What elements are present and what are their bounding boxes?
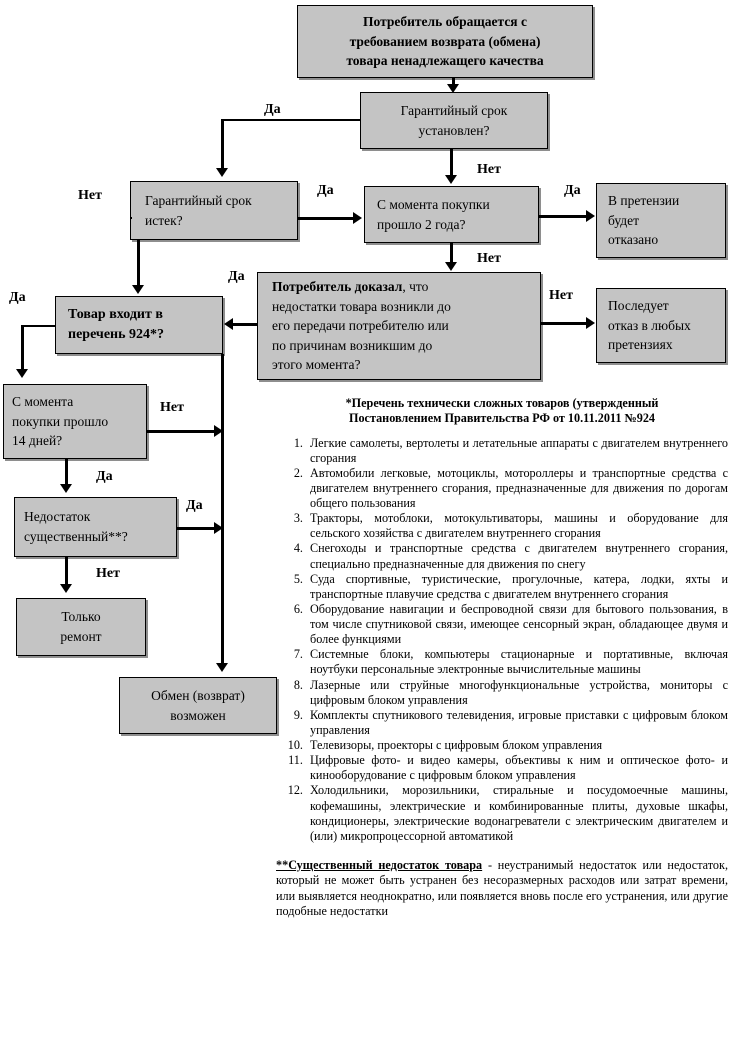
footnote-major-defect: [276, 858, 728, 920]
connector-defect-no-v: [65, 557, 68, 587]
list-item: 12. Холодильники, морозильники, стиральные и посудомоечные машины, кофемашины, электрические и комбинированные плиты, духовые шкафы, кондиционеры, электрические водонагреватели с электрическим двигателем и (или) микропроцессорной автоматикой: [306, 783, 728, 844]
node-warranty-expired-line-2: истек?: [145, 212, 183, 228]
node-consumer-proved-line-4: по причинам возникшим до: [272, 337, 433, 353]
node-claim-refused-line-1: В претензии: [608, 193, 680, 209]
edge-label-warranty-expired-yes: Да: [317, 183, 334, 198]
notes-title: [276, 396, 728, 427]
arrow-in-list-no-to-exchange: [216, 663, 228, 672]
edge-label-two-years-no: Нет: [477, 251, 501, 266]
edge-label-in-list-yes: Да: [9, 290, 26, 305]
node-exchange-possible-line-2: возможен: [170, 707, 226, 723]
footnote-lead: **Существенный недостаток товара: [276, 857, 483, 872]
node-days-14-line-2: покупки прошло: [12, 413, 109, 429]
arrow-days14-yes: [60, 484, 72, 493]
node-start-line-3: товара ненадлежащего качества: [346, 53, 544, 69]
node-in-list-924-line-2: перечень 924*?: [68, 327, 165, 342]
node-claim-refused-line-3: отказано: [608, 232, 659, 248]
node-warranty-set: [360, 92, 548, 149]
arrow-start-to-warranty-set: [447, 84, 459, 93]
connector-in-list-no-trunk: [221, 354, 224, 668]
node-two-years: [364, 186, 539, 243]
arrow-warranty-expired-no: [132, 285, 144, 294]
connector-warranty-expired-no-h: [131, 217, 132, 219]
arrow-two-years-no: [445, 262, 457, 271]
notes-title-line-2: Постановлением Правительства РФ от 10.11.2011 №924: [348, 411, 656, 426]
node-warranty-set-line-2: установлен?: [418, 122, 490, 138]
connector-proved-yes: [232, 323, 258, 326]
arrow-warranty-set-no: [445, 175, 457, 184]
connector-days14-no: [147, 430, 219, 433]
arrow-proved-yes: [224, 318, 233, 330]
list-item: 9. Комплекты спутникового телевидения, игровые приставки с цифровым блоком управления: [306, 708, 728, 738]
node-in-list-924-line-1: Товар входит в: [68, 306, 163, 322]
arrow-proved-no: [586, 317, 595, 329]
node-in-list-924: [55, 296, 223, 354]
connector-warranty-expired-yes: [298, 217, 356, 220]
edge-label-warranty-set-yes: Да: [264, 102, 281, 117]
connector-in-list-yes-v: [21, 325, 24, 371]
node-exchange-possible-line-1: Обмен (возврат): [151, 687, 245, 703]
node-defect-major: [14, 497, 177, 557]
node-start-line-1: Потребитель обращается с: [363, 14, 527, 30]
connector-warranty-set-yes-v: [221, 119, 224, 171]
edge-label-defect-no: Нет: [96, 566, 120, 581]
edge-label-proved-no: Нет: [549, 288, 573, 303]
list-item: 1. Легкие самолеты, вертолеты и летательные аппараты с двигателем внутреннего сгорания: [306, 436, 728, 466]
node-refusal-any-line-1: Последует: [608, 298, 669, 314]
list-item: 3. Тракторы, мотоблоки, мотокультиваторы, машины и оборудование для сельского хозяйства с двигателем внутреннего сгорания: [306, 511, 728, 541]
list-item: 7. Системные блоки, компьютеры стационарные и портативные, включая ноутбуки персональные электронные вычислительные машины: [306, 647, 728, 677]
arrow-warranty-expired-yes: [353, 212, 362, 224]
node-defect-major-line-2: существенный**?: [24, 529, 128, 544]
connector-warranty-expired-no-v: [137, 240, 140, 288]
edge-label-two-years-yes: Да: [564, 183, 581, 198]
node-consumer-proved: [257, 272, 541, 380]
node-consumer-proved-line-5: этого момента?: [272, 357, 361, 373]
node-two-years-line-2: прошло 2 года?: [377, 216, 466, 232]
arrow-days14-no: [214, 425, 223, 437]
edge-label-warranty-set-no: Нет: [477, 162, 501, 177]
connector-two-years-yes: [539, 215, 589, 218]
node-refusal-any-line-2: отказ в любых: [608, 317, 691, 333]
node-exchange-possible: [119, 677, 277, 734]
notes-panel: [276, 396, 728, 919]
list-item: 10. Телевизоры, проекторы с цифровым блоком управления: [306, 738, 728, 753]
edge-label-days14-yes: Да: [96, 469, 113, 484]
node-days-14: [3, 384, 147, 459]
technically-complex-goods-list: [276, 436, 728, 844]
footnote-text: - неустранимый недостаток или недостаток, который не может быть устранен без несоразмерных расходов или затрат времени, или выявляется неоднократно, или появляется вновь после его устранения, или другие подобные недостатки: [276, 857, 728, 918]
list-item: 2. Автомобили легковые, мотоциклы, мотороллеры и транспортные средства с двигателем внутреннего сгорания, предназначенные для движения по дорогам общего пользования: [306, 466, 728, 511]
node-consumer-proved-line-3: его передачи потребителю или: [272, 318, 449, 334]
edge-label-defect-yes: Да: [186, 498, 203, 513]
node-defect-major-line-1: Недостаток: [24, 509, 91, 525]
node-refusal-any: [596, 288, 726, 363]
node-repair-only: [16, 598, 146, 656]
node-claim-refused-line-2: будет: [608, 212, 640, 228]
node-repair-only-line-1: Только: [61, 609, 101, 625]
node-consumer-proved-tail: , что: [402, 279, 429, 295]
node-two-years-line-1: С момента покупки: [377, 196, 490, 212]
node-repair-only-line-2: ремонт: [60, 629, 102, 644]
node-days-14-line-3: 14 дней?: [12, 433, 63, 449]
edge-label-proved-yes: Да: [228, 269, 245, 284]
node-consumer-proved-line-1: [272, 277, 532, 297]
node-refusal-any-line-3: претензиях: [608, 337, 673, 353]
connector-warranty-set-yes-h: [222, 119, 361, 121]
list-item: 11. Цифровые фото- и видео камеры, объективы к ним и оптическое фото- и кинооборудование с цифровым блоком управления: [306, 753, 728, 783]
list-item: 8. Лазерные или струйные многофункциональные устройства, мониторы с цифровым блоком управления: [306, 678, 728, 708]
connector-proved-no: [541, 322, 589, 325]
node-consumer-proved-lead: Потребитель доказал: [272, 279, 403, 295]
arrow-warranty-set-yes: [216, 168, 228, 177]
node-consumer-proved-line-2: недостатки товара возникли до: [272, 298, 451, 314]
list-item: 4. Снегоходы и транспортные средства с двигателем внутреннего сгорания, специально предназначенные для движения по снегу: [306, 541, 728, 571]
node-claim-refused: [596, 183, 726, 258]
arrow-defect-no: [60, 584, 72, 593]
node-start: [297, 5, 593, 78]
node-warranty-expired: [130, 181, 298, 240]
edge-label-warranty-expired-no: Нет: [78, 188, 102, 203]
connector-in-list-yes-h: [22, 325, 56, 327]
list-item: 6. Оборудование навигации и беспроводной связи для бытового пользования, в том числе спутниковой связи, имеющее сенсорный экран, обладающее двумя и более функциями: [306, 602, 728, 647]
node-days-14-line-1: С момента: [12, 394, 74, 410]
node-warranty-expired-line-1: Гарантийный срок: [145, 192, 252, 208]
node-start-line-2: требованием возврата (обмена): [349, 33, 541, 49]
edge-label-days14-no: Нет: [160, 400, 184, 415]
list-item: 5. Суда спортивные, туристические, прогулочные, катера, лодки, яхты и транспортные плавучие средства с двигателем внутреннего сгорания: [306, 572, 728, 602]
node-warranty-set-line-1: Гарантийный срок: [400, 102, 508, 118]
arrow-defect-yes: [214, 522, 223, 534]
connector-defect-yes: [177, 527, 219, 530]
notes-title-line-1: *Перечень технически сложных товаров (утвержденный: [345, 396, 659, 410]
arrow-two-years-yes: [586, 210, 595, 222]
arrow-in-list-yes: [16, 369, 28, 378]
